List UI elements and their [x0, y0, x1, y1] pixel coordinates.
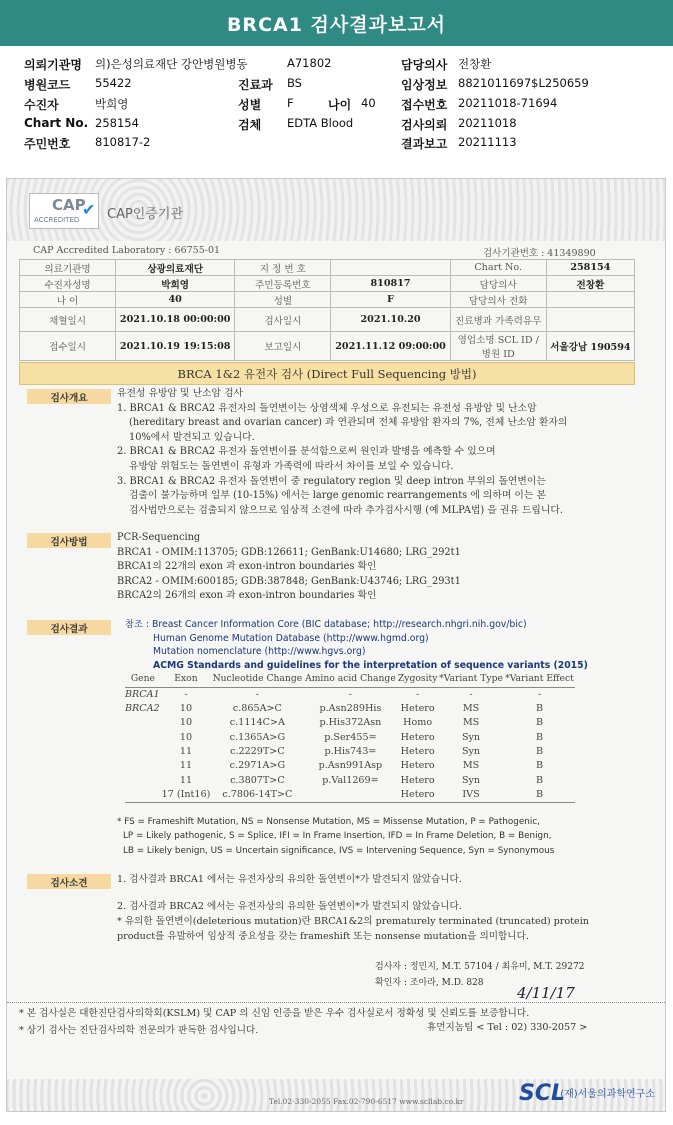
method-line: PCR-Sequencing — [117, 532, 201, 543]
value-request-date: 20211018 — [458, 116, 517, 130]
info-row — [20, 308, 635, 332]
info-value — [546, 308, 634, 332]
variant-header: Nucleotide Change — [211, 673, 303, 688]
variant-cell: 17 (Int16) — [161, 788, 211, 803]
value-clinical-info: 8821011697$L250659 — [458, 76, 589, 90]
patient-info-table — [19, 259, 635, 361]
opinion-line: product를 유발하여 임상적 중요성을 갖는 frameshift 또는 nonsense mutation을 의미합니다. — [117, 931, 529, 942]
overview-line: 1. BRCA1 & BRCA2 유전자의 돌연변이는 상염색체 우성으로 유전되는 유전성 유방암 및 난소암 — [117, 402, 537, 414]
label-institution: 의뢰기관명 — [24, 58, 82, 72]
divider — [7, 1002, 665, 1003]
value-sex: F — [287, 96, 294, 110]
label-receipt-no: 접수번호 — [401, 98, 448, 112]
info-label: 접수일시 — [20, 332, 116, 361]
variant-cell: 10 — [179, 703, 193, 715]
report-title: BRCA1 검사결과보고서 — [226, 13, 447, 36]
variant-cell: p.Ser455= — [324, 731, 377, 743]
test-title: BRCA 1&2 유전자 검사 (Direct Full Sequencing 방법) — [177, 366, 477, 381]
value-age: 40 — [361, 96, 376, 110]
variant-cell: Hetero — [397, 788, 438, 803]
variant-cell — [125, 731, 161, 745]
value-chart-no: 258154 — [95, 116, 139, 130]
label-chart-no: Chart No. — [24, 116, 89, 130]
method-line: BRCA2의 26개의 exon 과 exon-intron boundaries 확인 — [117, 590, 377, 602]
institution-number: 검사기관번호 : 41349890 — [483, 248, 596, 259]
scl-logo: SCL — [518, 1081, 565, 1106]
label-clinical-info: 임상정보 — [401, 78, 448, 92]
variant-cell: c.865A>C — [232, 703, 282, 715]
variant-row — [125, 773, 575, 787]
info-label: 수진자성명 — [20, 276, 116, 292]
overview-line: 유방암 위험도는 돌연변이 유형과 가족력에 따라서 차이를 보일 수 있습니다. — [129, 460, 454, 472]
info-label: 지 정 번 호 — [235, 260, 331, 276]
info-value — [546, 292, 634, 308]
method-line: BRCA1의 22개의 exon 과 exon-intron boundaries 확인 — [117, 561, 377, 573]
variant-cell: p.Val1269= — [322, 774, 379, 786]
variant-cell — [304, 788, 398, 803]
value-ward-code: A71802 — [287, 56, 332, 70]
contact-info: 휴먼지놈팀 < Tel : 02) 330-2057 > — [427, 1022, 588, 1033]
info-value: 2021.10.19 19:15:08 — [116, 332, 235, 361]
variant-cell: MS — [462, 760, 480, 772]
label-department: 진료과 — [238, 78, 273, 92]
label-hospital-code: 병원코드 — [24, 78, 71, 92]
scanned-report — [6, 178, 666, 1112]
variant-row — [125, 759, 575, 773]
info-label: 담당의사 — [450, 276, 546, 292]
variant-cell: - — [255, 689, 259, 700]
variant-row — [125, 716, 575, 730]
variant-cell: B — [535, 760, 544, 772]
opinion-text — [117, 872, 589, 944]
confirmer: 확인자 : 조아라, M.D. 828 — [375, 978, 484, 988]
info-value: 전창환 — [546, 276, 634, 292]
label-report-date: 결과보고 — [401, 137, 448, 151]
variant-row — [125, 702, 575, 716]
variant-cell: B — [535, 703, 544, 715]
info-value: 40 — [116, 292, 235, 308]
variant-cell — [125, 745, 161, 759]
info-row — [20, 260, 635, 276]
variant-header: Exon — [161, 673, 211, 688]
overview-line: 10%에서 발견되고 있습니다. — [129, 431, 255, 443]
variant-cell: - — [416, 689, 420, 700]
note-specialist: * 상기 검사는 진단검사의학 전문의가 판독한 검사입니다. — [19, 1025, 259, 1036]
variant-cell — [125, 716, 161, 730]
variant-cell: Hetero — [400, 774, 435, 786]
variant-cell: Hetero — [400, 760, 435, 772]
variant-cell: 11 — [179, 760, 193, 772]
value-doctor: 전창환 — [458, 57, 492, 71]
variant-cell: BRCA1 — [125, 689, 160, 700]
label-doctor: 담당의사 — [401, 58, 448, 72]
variant-cell: p.His372Asn — [319, 717, 382, 729]
value-receipt-no: 20211018-71694 — [458, 96, 558, 110]
cap-logo: CAP ✔ ACCREDITED — [29, 193, 99, 229]
signature-date: 4/11/17 — [517, 984, 575, 1002]
variant-cell: c.2229T>C — [230, 746, 285, 758]
reference-line: ACMG Standards and guidelines for the interpretation of sequence variants (2015) — [153, 659, 588, 671]
overview-line: 2. BRCA1 & BRCA2 유전자 돌연변이를 분석함으로써 원인과 발병을 예측할 수 있으며 — [117, 446, 496, 458]
checkmark-icon: ✔ — [82, 200, 96, 219]
method-line: BRCA1 - OMIM:113705; GDB:126611; GenBank:U14680; LRG_292t1 — [117, 546, 461, 558]
variant-legend — [117, 815, 554, 858]
overview-line: 3. BRCA1 & BRCA2 유전자 돌연변이 중 regulatory region 및 deep intron 부위의 돌연변이는 — [117, 475, 546, 487]
overview-line: 검출이 불가능하며 일부 (10-15%) 에서는 large genomic rearrangements 에 의하며 이는 본 — [129, 490, 546, 502]
overview-line: 검사법만으로는 검출되지 않으므로 임상적 소견에 따라 추가검사시행 (예 MLPA법) 을 권유 드립니다. — [129, 504, 563, 516]
info-label: 채혈일시 — [20, 308, 116, 332]
variant-cell: 10 — [179, 731, 193, 743]
variant-cell — [125, 788, 161, 803]
variant-row — [125, 745, 575, 759]
label-patient: 수진자 — [24, 98, 59, 112]
opinion-line: 1. 검사결과 BRCA1 에서는 유전자상의 유의한 돌연변이*가 발견되지 않았습니다. — [117, 874, 462, 885]
variant-cell: p.Asn289His — [319, 703, 382, 715]
section-method-label: 검사방법 — [27, 533, 111, 548]
reference-line: Mutation nomenclature (http://www.hgvs.org) — [153, 646, 366, 657]
variant-cell: BRCA2 — [125, 703, 160, 715]
variant-row — [125, 788, 575, 803]
value-specimen: EDTA Blood — [287, 116, 354, 130]
report-banner — [7, 179, 665, 241]
variant-cell: 11 — [179, 746, 193, 758]
method-text — [117, 531, 461, 604]
info-label: Chart No. — [450, 260, 546, 276]
info-label: 나 이 — [20, 292, 116, 308]
variant-cell: c.1365A>G — [229, 731, 286, 743]
variant-header: Amino acid Change — [304, 673, 398, 688]
variant-cell: B — [535, 774, 544, 786]
variant-cell: Hetero — [400, 731, 435, 743]
info-row — [20, 332, 635, 361]
variant-cell: Hetero — [400, 746, 435, 758]
info-label: 주민등록번호 — [235, 276, 331, 292]
variant-cell: B — [535, 746, 544, 758]
info-label: 검사일시 — [235, 308, 331, 332]
variant-cell: - — [348, 689, 353, 700]
variant-cell: - — [537, 689, 542, 700]
variant-cell: IVS — [438, 788, 504, 803]
value-report-date: 20211113 — [458, 135, 517, 149]
variant-cell: 11 — [179, 774, 193, 786]
info-label: 영업소명 SCL ID / 병원 ID — [450, 332, 546, 361]
cap-lab-number: CAP Accredited Laboratory : 66755-01 — [33, 245, 221, 256]
variant-cell: c.3807T>C — [230, 774, 285, 786]
variant-cell — [125, 773, 161, 787]
variant-cell: B — [504, 788, 575, 803]
legend-line: * FS = Frameshift Mutation, NS = Nonsense Mutation, MS = Missense Mutation, P = Pathogenic, — [117, 817, 540, 827]
variant-row — [125, 688, 575, 703]
variant-cell: c.2971A>G — [229, 760, 286, 772]
section-overview-label: 검사개요 — [27, 389, 111, 404]
note-certification: * 본 검사실은 대한진단검사의학회(KSLM) 및 CAP 의 신임 인증을 받은 우수 검사실로서 정확성 및 신뢰도를 보증합니다. — [19, 1008, 530, 1019]
variant-cell: - — [469, 689, 473, 700]
variant-header: *Variant Type — [438, 673, 504, 688]
label-age: 나이 — [328, 98, 352, 112]
info-label: 의료기관명 — [20, 260, 116, 276]
variant-header: Gene — [125, 673, 161, 688]
variant-cell: 10 — [179, 717, 193, 729]
opinion-line: * 유의한 돌연변이(deleterious mutation)란 BRCA1&2의 prematurely terminated (truncated) protein — [117, 916, 589, 927]
label-request-date: 검사의뢰 — [401, 118, 448, 132]
variant-cell: p.His743= — [324, 746, 377, 758]
overview-line: (hereditary breast and ovarian cancer) 과 연관되며 전체 유방암 환자의 7%, 전체 난소암 환자의 — [129, 417, 568, 429]
value-patient: 박희영 — [95, 97, 129, 111]
variant-cell — [125, 759, 161, 773]
variant-table — [125, 673, 575, 803]
value-department: BS — [287, 76, 302, 90]
reference-list — [125, 618, 588, 672]
value-hospital-code: 55422 — [95, 76, 132, 90]
footer-address: Tel.02-330-2055 Fax.02-790-6517 www.scllab.co.kr — [269, 1097, 464, 1106]
info-value: 2021.11.12 09:00:00 — [331, 332, 450, 361]
variant-cell: c.1114C>A — [229, 717, 285, 729]
variant-cell: - — [184, 689, 188, 700]
label-sex: 성별 — [238, 98, 262, 112]
info-row — [20, 276, 635, 292]
info-value: 상광의료재단 — [116, 260, 235, 276]
variant-cell: MS — [462, 717, 480, 729]
info-row — [20, 292, 635, 308]
variant-row — [125, 731, 575, 745]
variant-header: Zygosity — [397, 673, 438, 688]
variant-cell: B — [535, 731, 544, 743]
variant-header: *Variant Effect — [504, 673, 575, 688]
info-value: 박희영 — [116, 276, 235, 292]
info-value: 810817 — [331, 276, 450, 292]
info-value: 258154 — [546, 260, 634, 276]
variant-cell: Syn — [461, 746, 481, 758]
section-result-label: 검사결과 — [27, 620, 111, 635]
variant-cell: MS — [462, 703, 480, 715]
info-value: 2021.10.20 — [331, 308, 450, 332]
info-label: 성별 — [235, 292, 331, 308]
section-opinion-label: 검사소견 — [27, 874, 111, 889]
info-label: 담당의사 전화 — [450, 292, 546, 308]
opinion-line: 2. 검사결과 BRCA2 에서는 유전자상의 유의한 돌연변이*가 발견되지 않았습니다. — [117, 901, 462, 912]
examiner: 검사자 : 정민지, M.T. 57104 / 최유미, M.T. 29272 — [375, 962, 585, 972]
info-label: 진료병과 가족력유무 — [450, 308, 546, 332]
overview-text — [117, 387, 567, 518]
variant-cell: Hetero — [400, 703, 435, 715]
report-title-bar — [0, 0, 673, 46]
label-specimen: 검체 — [238, 118, 262, 132]
value-resident-no: 810817-2 — [95, 135, 151, 149]
value-institution: 의)은성의료재단 강안병원병동 — [95, 57, 248, 71]
info-label: 보고일시 — [235, 332, 331, 361]
method-line: BRCA2 - OMIM:600185; GDB:387848; GenBank:U43746; LRG_293t1 — [117, 575, 461, 587]
variant-cell: Syn — [461, 774, 481, 786]
test-title-bar — [19, 362, 635, 385]
reference-line: 참조 : Breast Cancer Information Core (BIC database; http://research.nhgri.nih.gov/bic) — [125, 619, 527, 630]
variant-cell: Homo — [403, 717, 433, 729]
label-resident-no: 주민번호 — [24, 137, 71, 151]
variant-cell: B — [535, 717, 544, 729]
info-value: F — [331, 292, 450, 308]
variant-cell: Syn — [461, 731, 481, 743]
cap-org-name: CAP인증기관 — [107, 207, 184, 222]
variant-cell: c.7806-14T>C — [211, 788, 303, 803]
overview-line: 유전성 유방암 및 난소암 검사 — [117, 388, 244, 399]
legend-line: LP = Likely pathogenic, S = Splice, IFI = In Frame Insertion, IFD = In Frame Deletion, B = Benign, — [123, 831, 552, 842]
info-value: 서울강남 190594 — [546, 332, 634, 361]
variant-cell: p.Asn991Asp — [318, 760, 383, 772]
info-value: 2021.10.18 00:00:00 — [116, 308, 235, 332]
reference-line: Human Genome Mutation Database (http://www.hgmd.org) — [153, 632, 429, 644]
info-value — [331, 260, 450, 276]
legend-line: LB = Likely benign, US = Uncertain significance, IVS = Intervening Sequence, Syn = Synonymous — [123, 845, 555, 856]
scl-name: (재)서울의과학연구소 — [560, 1089, 655, 1100]
